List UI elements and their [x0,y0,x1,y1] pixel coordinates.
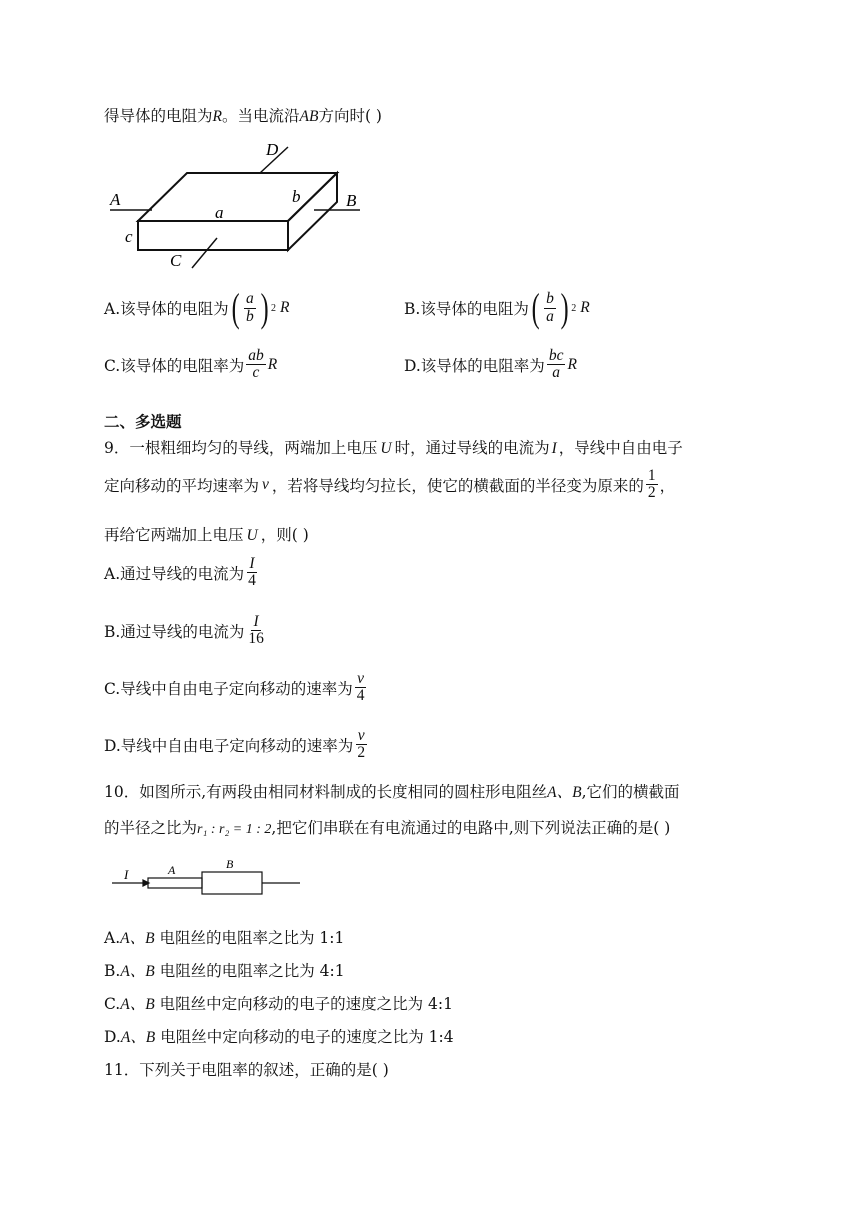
q8-optb-num: b [546,290,554,308]
q10-optb-ab: A、B [120,963,155,980]
q9-optb-text: B.通过导线的电流为 [104,622,245,641]
q8-optd-num: bc [548,347,564,364]
q9-optb-den: 16 [248,630,264,648]
q8-opta-den: b [245,307,254,325]
q8-option-c [104,348,277,382]
q9-optc-text: C.导线中自由电子定向移动的速率为 [104,679,353,698]
q10-optd-ab: A、B [120,1029,156,1046]
q10-optc-text: 电阻丝中定向移动的电子的速度之比为 4:1 [159,995,453,1013]
section-heading: 二、多选题 [104,413,182,431]
q10-line2-a: 的半径之比为 [104,819,198,837]
q9-line1-b: 时，通过导线的电流为 [394,439,550,457]
fig8-label-b-end: B [346,191,357,210]
q9-optc-num: v [357,670,365,687]
fig10-label-i: I [124,867,129,882]
q8-stem-r: R [212,108,222,125]
q10-line1 [104,780,680,802]
q10-optb-letter: B. [104,962,121,980]
q10-option-a [104,926,344,948]
q8-block-figure [100,138,370,273]
q9-line3 [104,523,309,545]
q9-line1-c: ，导线中自由电子 [558,439,683,457]
q11-stem: 11．下列关于电阻率的叙述，正确的是( ) [104,1061,389,1079]
fig8-label-d: D [266,140,279,159]
q9-half-den: 2 [647,484,656,502]
q10-opta-ab: A、B [120,930,155,947]
q8-optc-num: ab [248,347,264,364]
q8-optb-exp: 2 [571,302,577,314]
q10-resistor-figure [112,852,302,902]
q9-line1-a: 9．一根粗细均匀的导线，两端加上电压 [104,439,378,457]
q8-option-d [404,348,577,382]
q9-optc-den: 4 [356,687,365,705]
q10-optc-letter: C. [104,995,121,1013]
q9-u: U [380,440,392,457]
q8-opta-exp: 2 [271,302,277,314]
q8-opta-text: A.该导体的电阻为 [104,300,229,318]
q9-option-c [104,671,369,705]
q9-optd-den: 2 [357,744,366,762]
q9-u-2: U [246,527,258,544]
q10-optc-ab: A、B [120,996,155,1013]
q8-option-b: B.该导体的电阻为 ( $\frac{b}{a}$ ) 2 R [404,285,590,330]
fig8-label-c-len: c [125,227,133,246]
q10-optd-letter: D. [104,1028,121,1046]
q8-stem-mid: 。当电流沿 [221,107,300,125]
fig8-label-b-len: b [292,187,301,206]
q9-line2-c: ， [659,476,676,495]
q9-optb-num: I [253,613,259,630]
fig8-label-a-len: a [215,203,224,222]
q8-opta-num: a [245,290,254,308]
q8-optb-r: R [580,299,590,316]
q10-option-d [104,1025,454,1047]
q8-option-a: A.该导体的电阻为 ( $\frac{a}{b}$ ) 2 R [104,285,290,330]
q10-line1-a: 10．如图所示,有两段由相同材料制成的长度相同的圆柱形电阻丝 [104,783,548,801]
q8-optb-text: B.该导体的电阻为 [404,300,529,318]
q8-optd-r: R [567,355,577,373]
q8-opta-r: R [280,299,290,316]
q10-option-b [104,959,345,981]
fig10-label-a: A [168,863,176,877]
q10-ab: A、B [547,784,582,801]
q8-stem-text: 得导体的电阻为 [104,107,213,125]
fig8-label-c-end: C [170,251,182,270]
q8-stem [104,104,382,126]
fig8-label-a-end: A [110,190,121,209]
fig10-label-b: B [226,857,234,871]
q8-optd-text: D.该导体的电阻率为 [404,356,545,375]
q8-optc-text: C.该导体的电阻率为 [104,356,245,375]
q10-ratio: r₁ : r₂ = 1 : 2 [197,822,272,837]
q10-optb-text: 电阻丝的电阻率之比为 4:1 [159,962,345,980]
q8-stem-end: 方向时( ) [318,107,382,125]
q9-optd-num: v [357,727,365,744]
q10-line1-b: ,它们的横截面 [581,783,680,801]
q9-option-a [104,556,260,590]
q9-line2-a: 定向移动的平均速率为 [104,476,260,495]
q9-opta-text: A.通过导线的电流为 [104,564,245,583]
q10-line2-b: ,把它们串联在有电流通过的电路中,则下列说法正确的是( ) [271,819,671,837]
q9-line3-b: ，则( ) [260,526,309,544]
q9-half-num: 1 [647,467,656,484]
q9-optd-text: D.导线中自由电子定向移动的速率为 [104,736,354,755]
q9-line1 [104,436,683,458]
q9-opta-den: 4 [248,572,256,590]
q9-i: I [551,440,557,457]
q10-option-c [104,992,453,1014]
q8-optd-den: a [552,364,560,382]
q8-optc-den: c [252,364,260,382]
q9-option-b [104,614,268,648]
q8-stem-ab: AB [299,108,319,125]
q9-option-d [104,728,369,762]
q10-opta-text: 电阻丝的电阻率之比为 1:1 [159,929,345,947]
q9-v: v [262,475,269,493]
q10-line2 [104,816,670,838]
q8-optc-r: R [267,355,278,373]
q9-line3-a: 再给它两端加上电压 [104,526,244,544]
q10-optd-text: 电阻丝中定向移动的电子的速度之比为 1:4 [160,1028,454,1046]
q9-line2-b: ，若将导线均匀拉长，使它的横截面的半径变为原来的 [271,476,644,495]
q10-opta-letter: A. [104,929,121,947]
q8-optb-den: a [546,307,554,325]
q9-line2 [104,468,675,502]
q9-opta-num: I [249,555,255,572]
